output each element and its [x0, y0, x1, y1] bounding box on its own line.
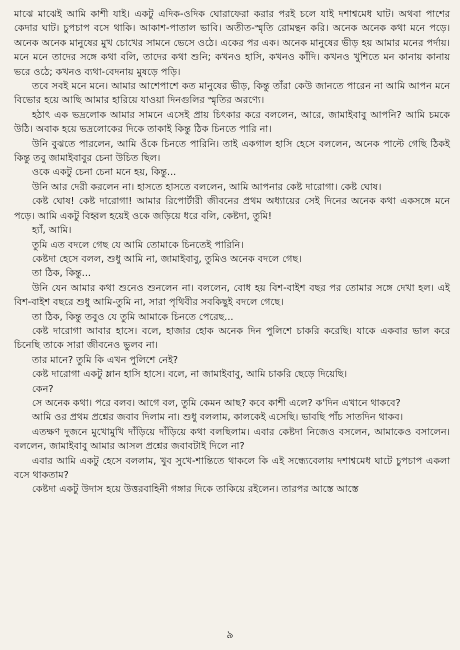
paragraph: কেষ্ট ঘোষ! কেষ্ট দারোগা! আমার রিপোর্টারী জীবনের প্রথম অধ্যায়ের সেই দিনের অনেক কথা একসঙ্গে মনে পড়ে। আমি একটু বিহ্বল হয়েই ওকে জড়িয়ে ধরে বলি, কেষ্টদা, তুমি!: [14, 196, 450, 222]
paragraph: তবে সবই মনে মনে। আমার আশেপাশে কত মানুষের ভীড়, কিন্তু তাঁরা কেউ জানতে পারেন না আমি আপন মনে বিভোর হয়ে আছি আমার হারিয়ে যাওয়া দিনগুলির স্মৃতির অরণ্যে।: [14, 81, 450, 107]
paragraph: কেন?: [32, 383, 54, 395]
paragraph: হঠাৎ এক ভদ্রলোক আমার সামনে এসেই প্রায় চিৎকার করে বললেন, আরে, জামাইবাবু আপনি? আমি চমকে উঠি। অবাক হয়ে ভদ্রলোকের দিকে তাকাই কিন্তু ঠিক চিনতে পারি না।: [14, 109, 450, 136]
paragraph: এবার আমি একটু হেসে বললাম, খুব সুখে-শান্তিতে থাকলে কি এই সন্ধ্যেবেলায় দশাশ্বমেধ ঘাটে চুপচাপ একলা বসে থাকতাম?: [14, 455, 450, 481]
paragraph: এতক্ষণ দুজনে মুখোমুখি দাঁড়িয়ে দাঁড়িয়ে কথা বলছিলাম। এবার কেষ্টদা নিজেও বসলেন, আমাকেও বসালেন। বললেন, জামাইবাবু আমার আসল প্রশ্নের জবাবটাই দিলে না?: [14, 426, 450, 453]
paragraph: মাঝে মাঝেই আমি কাশী যাই। একটু এদিক-ওদিক ঘোরাফেরা করার পরই চলে যাই দশাশ্বমেধ ঘাট। অথবা পাশের কেদার ঘাট। চুপচাপ বসে থাকি। আকাশ-পাতাল ভাবি। অতীত-স্মৃতি রোমন্থন করি। অনেক অনেক কথা মনে পড়ে। অনেক অনেক মানুষের মুখ চোখের সামনে ভেসে ওঠে। একের পর এক। অনেক মানুষের ভীড় হয় আমার মনের পর্দায়। মনে মনে তাদের সঙ্গে কথা বলি, তাদের কথা শুনি; কখনও হাসি, কখনও কাঁদি। কখনও খুশিতে মন কানায় কানায় ভরে ওঠে; কখনও ব্যথা-বেদনায় মুষড়ে পড়ি।: [14, 9, 450, 78]
paragraph: আমি ওর প্রথম প্রশ্নের জবাব দিলাম না। শুধু বললাম, কালকেই এসেছি। ভাবছি পাঁচ সাতদিন থাকব।: [32, 412, 404, 424]
paragraph: সে অনেক কথা। পরে বলব। আগে বল, তুমি কেমন আছ? কবে কাশী এলে? ক'দিন এখানে থাকবে?: [32, 397, 401, 409]
page-number: ৯: [226, 628, 234, 641]
paragraph: তা ঠিক, কিন্তু...: [32, 268, 91, 280]
paragraph: উনি আর দেরী করলেন না। হাসতে হাসতে বললেন, আমি আপনার কেষ্ট দারোগা। কেষ্ট ঘোষ।: [32, 181, 382, 193]
paragraph: কেষ্টদা একটু উদাস হয়ে উত্তরবাহিনী গঙ্গার দিকে তাকিয়ে রইলেন। তারপর আস্তে আস্তে: [32, 484, 359, 496]
paragraph: ওকে একটু চেনা চেনা মনে হয়, কিন্তু...: [32, 167, 177, 179]
paragraph: উনি যেন আমার কথা শুনেও শুনলেন না। বললেন, বোধ হয় বিশ-বাইশ বছর পর তোমার সঙ্গে দেখা হল। এই বিশ-বাইশ বছরে শুধু আমি-তুমি না, সারা পৃথিবীর সবকিছুই বদলে গেছে।: [14, 282, 450, 309]
paragraph: কেষ্ট দারোগা একটু ম্লান হাসি হাসে। বলে, না জামাইবাবু, আমি চাকরি ছেড়ে দিয়েছি।: [32, 369, 348, 381]
paragraph: কেষ্ট দারোগা আবার হাসে। বলে, হাজার হোক অনেক দিন পুলিশে চাকরি করেছি। যাকে একবার ভাল করে চিনেছি তাকে সারা জীবনেও ভুলব না।: [14, 325, 450, 352]
paragraph: উনি বুঝতে পারলেন, আমি ওঁকে চিনতে পারিনি। তাই একগাল হাসি হেসে বললেন, অনেক পাল্টে গেছি ঠিকই কিন্তু তবু জামাইবাবুর চেনা উচিত ছিল।: [14, 138, 450, 165]
page-body: [14, 8, 450, 498]
paragraph: তুমি এত বদলে গেছ যে আমি তোমাকে চিনতেই পারিনি।: [32, 239, 244, 251]
paragraph: তা ঠিক, কিন্তু তবুও যে তুমি আমাকে চিনতে পেরেছ...: [32, 311, 234, 323]
paragraph: হ্যাঁ, আমি।: [32, 225, 72, 237]
paragraph: কেষ্টদা হেসে বলল, শুধু আমি না, জামাইবাবু, তুমিও অনেক বদলে গেছ।: [32, 253, 302, 265]
paragraph: তার মানে? তুমি কি এখন পুলিশে নেই?: [32, 354, 179, 366]
